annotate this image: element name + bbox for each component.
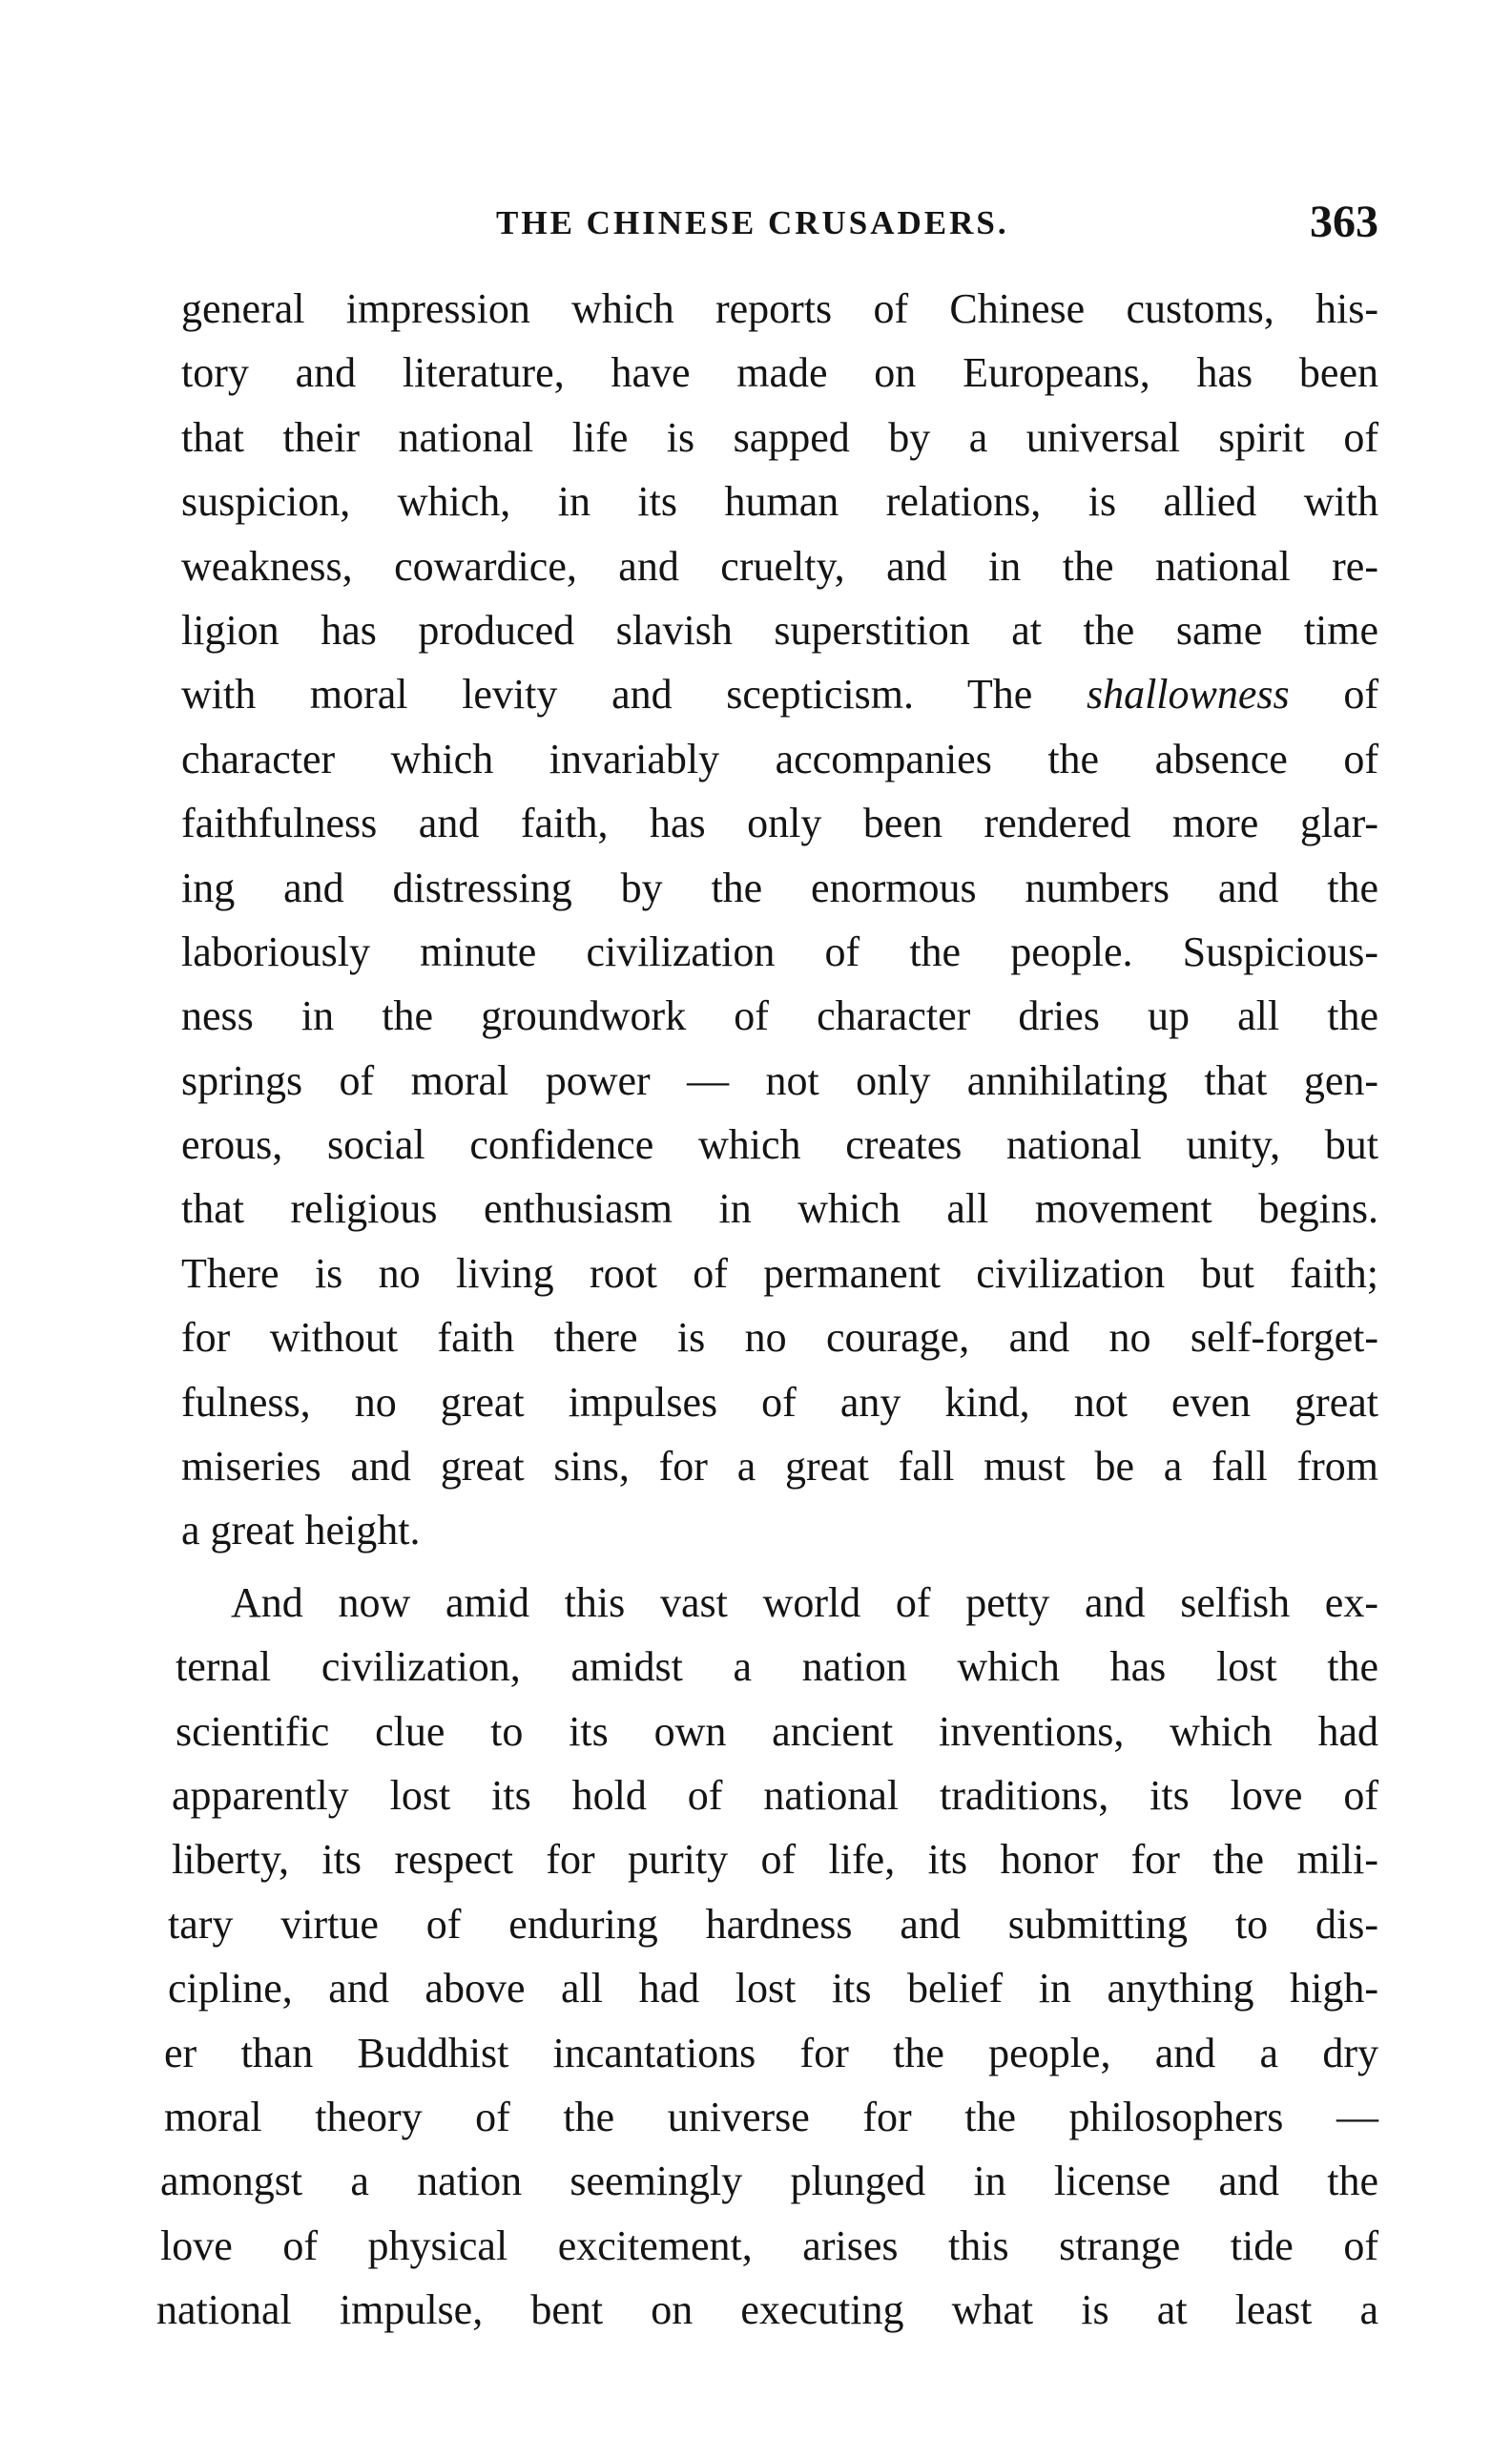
text-fragment: of [1343,671,1378,719]
text-line: miseries and great sins, for a great fall must be a fall from [181,1443,1378,1491]
text-line: springs of moral power — not only annihilating that gen- [181,1056,1378,1104]
text-line: love of physical excitement, arises this strange tide of [160,2221,1378,2269]
text-fragment: with moral levity and scepticism. [181,671,914,719]
text-line: There is no living root of permanent civilization but faith; [181,1249,1378,1297]
text-line: tary virtue of enduring hardness and submitting to dis- [168,1900,1378,1948]
text-line: fulness, no great impulses of any kind, not even great [181,1378,1378,1426]
text-fragment: laboriously minute civilization of the people. [181,928,1133,975]
body-text [156,277,1378,2343]
text-line: that their national life is sapped by a universal spirit of [181,413,1378,461]
text-line: amongst a nation seemingly plunged in license and the [160,2158,1378,2205]
text-line: faithfulness and faith, has only been rendered more glar- [181,800,1378,847]
text-line: a great height. [181,1507,421,1554]
text-fragment: Suspicious- [1182,928,1378,975]
text-line: suspicion, which, in its human relations, is allied with [181,478,1378,526]
text-line: ligion has produced slavish superstition at the same time [181,606,1378,654]
text-line-mixed [181,662,1378,726]
text-line: ing and distressing by the enormous numbers and the [181,864,1378,911]
text-line: tory and literature, have made on Europeans, has been [181,349,1378,397]
text-line: er than Buddhist incantations for the people, and a dry [164,2029,1378,2076]
text-fragment: The [966,671,1033,719]
text-line: national impulse, bent on executing what is at least a [156,2286,1378,2334]
text-line: apparently lost its hold of national traditions, its love of [172,1771,1378,1819]
italic-word: shallowness [1086,671,1290,719]
running-title: THE CHINESE CRUSADERS. [496,204,1009,241]
text-line: moral theory of the universe for the philosophers — [164,2093,1378,2140]
text-line: scientific clue to its own ancient inventions, which had [176,1707,1378,1755]
text-line: character which invariably accompanies the absence of [181,735,1378,782]
page-header [181,196,1378,253]
text-line-mixed [181,920,1378,984]
text-line: weakness, cowardice, and cruelty, and in the national re- [181,542,1378,590]
page-number: 363 [1310,197,1378,247]
text-line: general impression which reports of Chinese customs, his- [181,285,1378,332]
text-line: ness in the groundwork of character dries up all the [181,992,1378,1040]
text-line: for without faith there is no courage, and no self-forget- [181,1314,1378,1362]
text-line: cipline, and above all had lost its belief in anything high- [168,1965,1378,2013]
text-line: that religious enthusiasm in which all movement begins. [181,1185,1378,1233]
text-line: erous, social confidence which creates national unity, but [181,1121,1378,1169]
text-line: And now amid this vast world of petty and selfish ex- [231,1578,1378,1626]
text-line: ternal civilization, amidst a nation which has lost the [176,1643,1378,1691]
text-line: liberty, its respect for purity of life, its honor for the mili- [172,1836,1378,1884]
